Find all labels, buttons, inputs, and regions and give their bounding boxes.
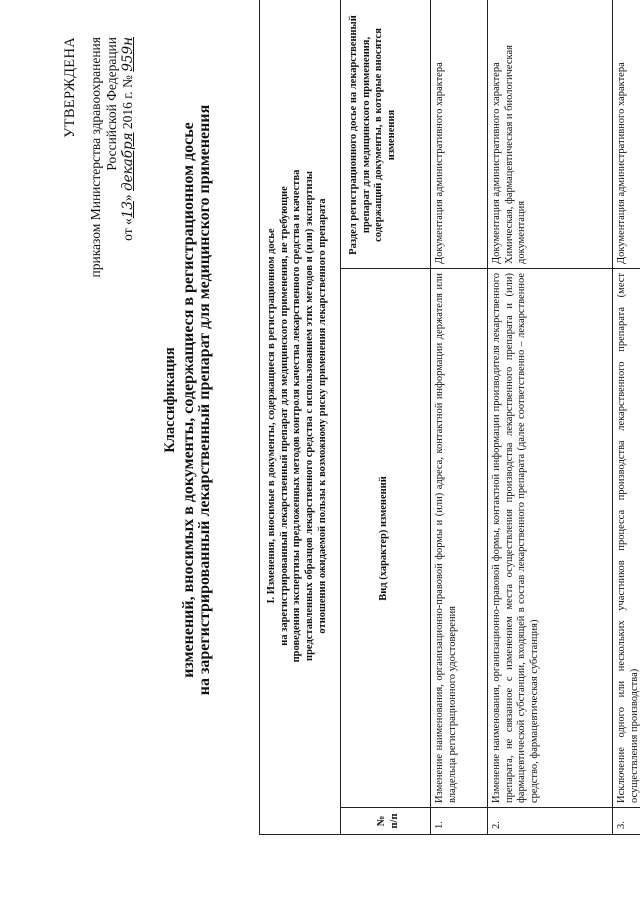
row-1-text: Изменение наименования, организационно-правовой формы и (или) адреса, контактной информации держателя или владельца регистрационного удостоверения [434, 273, 458, 803]
approval-line-3 [120, 37, 136, 905]
section-title-line-1: I. Изменения, вносимые в документы, содержащиеся в регистрационном досье [266, 228, 277, 604]
approval-date-mid: » [120, 190, 135, 202]
approval-number-handwritten: 959н [120, 37, 136, 72]
table-rule [340, 268, 640, 269]
row-3-text: Исключение одного или нескольких участников процесса производства лекарственного препарата (мест осуществления производства) [616, 273, 640, 803]
header-section: Раздел регистрационного досье на лекарственный препарат для медицинского применения, содержащий документы, в которые вносятся изменения [348, 15, 397, 255]
table-rule [340, 807, 640, 808]
row-2-text: Изменение наименования, организационно-правовой формы, контактной информации производителя лекарственного препарата, не связанное с изменением места осуществления производства лекарственного препарата и (или) фармацевтической субстанции, входящей в состав лекарственного препарата (далее соответственно – лекарственное средство, фармацевтическая субстанция) [491, 273, 540, 803]
row-1-section: Документация административного характера [434, 62, 445, 264]
approval-title: УТВЕРЖДЕНА [62, 37, 78, 138]
header-number: № п/п [376, 813, 400, 829]
row-3-section: Документация административного характера [616, 62, 627, 264]
table-rule [487, 0, 488, 834]
row-3-number: 3. [616, 821, 627, 829]
approval-year: 2016 г. № [120, 71, 135, 133]
table-rule [340, 0, 341, 834]
row-1-number: 1. [434, 821, 445, 829]
header-kind: Вид (характер) изменений [378, 476, 389, 601]
approval-month-handwritten: декабря [120, 132, 136, 191]
table-rule [612, 0, 613, 834]
section-title-line-4: представленных образцов лекарственного средства с использованием этих методов и (или) экспертизы [304, 171, 316, 661]
row-2-section: Документация административного характера Химическая, фармацевтическая и биологическая документация [491, 45, 528, 264]
approval-line-1: приказом Министерства здравоохранения [88, 37, 103, 278]
section-title-line-3: проведения экспертизы предложенных методов контроля качества лекарственного средства и качества [291, 169, 303, 663]
document-title-line-2: на зарегистрированный лекарственный препарат для медицинского применения [196, 104, 213, 696]
row-2-number: 2. [491, 821, 502, 829]
section-title-line-5: отношения ожидаемой пользы к возможному риску применения лекарственного препарата [316, 198, 328, 634]
document-heading: Классификация [162, 347, 178, 453]
table-rule [430, 0, 431, 834]
approval-day-handwritten: 13 [120, 201, 136, 219]
document-title-line-1: изменений, вносимых в документы, содержащиеся в регистрационном досье [180, 122, 197, 678]
classification-table [259, 0, 640, 835]
approval-line-2: Российской Федерации [104, 37, 119, 171]
section-title [266, 0, 330, 834]
section-title-line-2: на зарегистрированный лекарственный препарат для медицинского применения, не требующие [278, 186, 290, 646]
approval-date-prefix: от « [120, 218, 135, 241]
